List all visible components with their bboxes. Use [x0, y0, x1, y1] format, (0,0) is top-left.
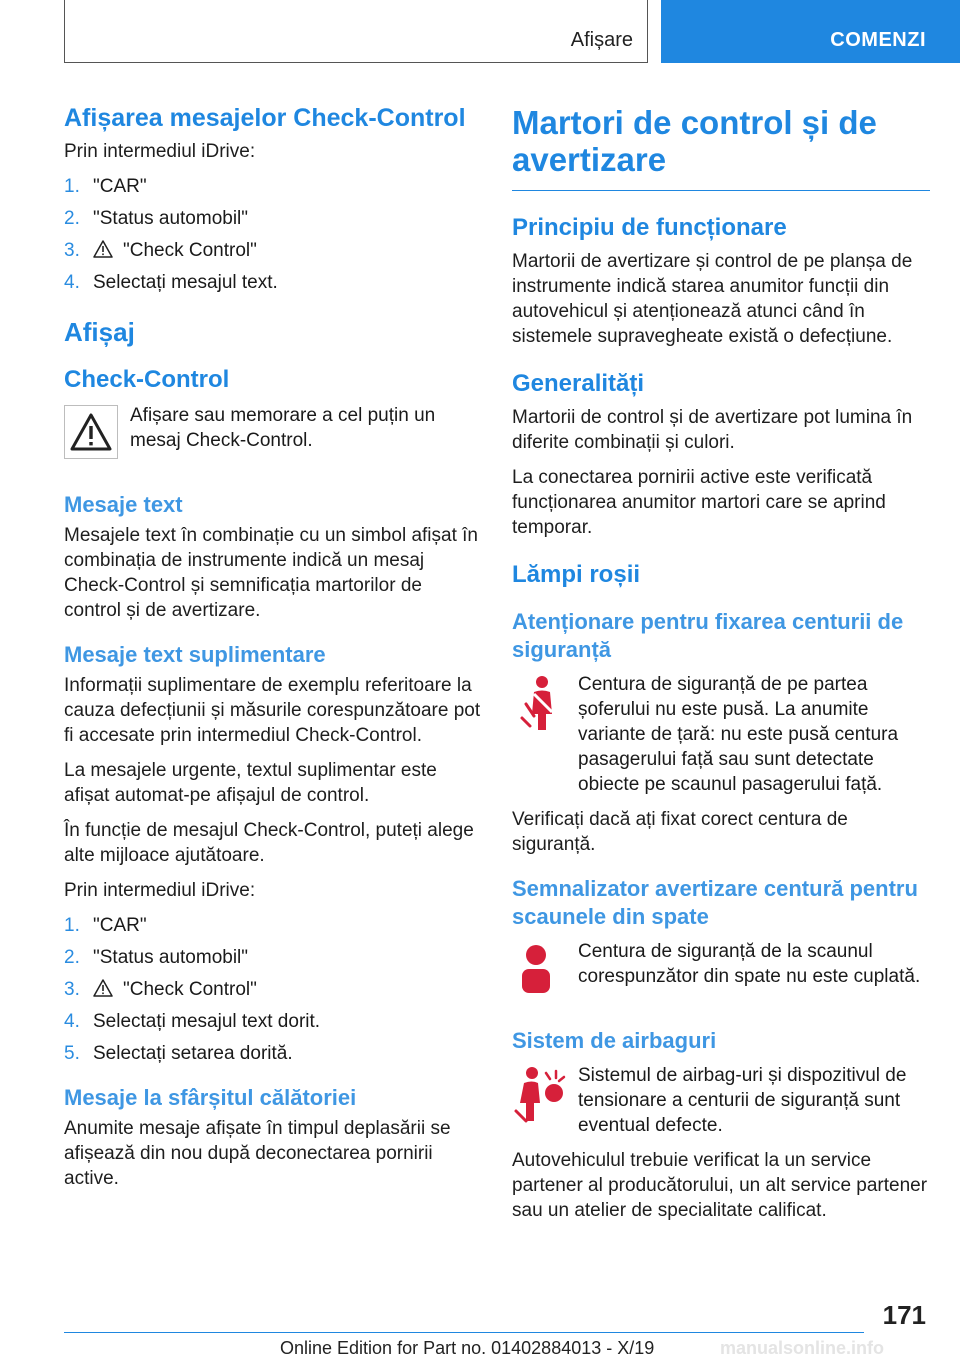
heading-afisaj: Afișaj	[64, 317, 135, 347]
seatbelt-warning-icon	[512, 674, 564, 732]
heading-semnalizator-spate: Semnalizator avertizare centură pentru scaunele din spate	[512, 876, 918, 929]
header-chapter-label: COMENZI	[830, 29, 926, 51]
page-header	[0, 0, 960, 66]
mesaje-text-paragraph: Mesajele text în combinație cu un simbol afișat în combinația de instrumente indică un mesaj Check-Control și semnificația martorilor de control și de avertizare.	[64, 525, 478, 621]
sfarsit-paragraph: Anumite mesaje afișate în timpul deplasării se afișează din nou după deconectarea pornirii active.	[64, 1118, 451, 1189]
list-item: 5. Selectați setarea dorită.	[64, 1043, 293, 1064]
seatbelt-check-paragraph: Verificați dacă ați fixat corect centura de siguranță.	[512, 809, 848, 855]
heading-mesaje-text-suplimentare: Mesaje text suplimentare	[64, 642, 326, 667]
suplimentare-paragraph-4: Prin intermediul iDrive:	[64, 880, 256, 901]
heading-generalitati: Generalități	[512, 370, 645, 397]
page-number: 171	[882, 1300, 926, 1330]
principiu-paragraph: Martorii de avertizare și control de pe planșa de instrumente indică starea anumitor funcții din autovehicul și atenționează atunci când în sistemele supravegheate există o defecțiune.	[512, 251, 913, 347]
footer-divider	[64, 1332, 864, 1333]
title-divider	[512, 190, 930, 191]
suplimentare-paragraph-1: Informații suplimentare de exemplu referitoare la cauza defecțiunii și măsurile corespunzătoare pot fi accesate prin intermediul Check-Control.	[64, 675, 481, 746]
right-column	[512, 100, 930, 1233]
warning-triangle-icon	[64, 405, 118, 459]
list-item: 3. "Check Control"	[64, 979, 257, 1000]
heading-mesaje-sfarsit-calatorie: Mesaje la sfârșitul călătoriei	[64, 1085, 357, 1110]
header-section-label: Afișare	[570, 29, 633, 51]
list-item: 1. "CAR"	[64, 915, 147, 936]
list-item: 2. "Status automobil"	[64, 947, 249, 968]
left-column	[64, 100, 482, 1201]
airbag-row	[512, 1063, 930, 1138]
heading-airbaguri: Sistem de airbaguri	[512, 1028, 717, 1053]
check-control-symbol-row	[64, 403, 482, 473]
steps-list-2	[64, 913, 482, 1066]
watermark: manualsonline.info	[720, 1338, 885, 1358]
seatbelt-warning-text: Centura de siguranță de pe partea șoferului nu este pusă. La anumite variante de țară: nu este pusă centura pasagerului față sau sunt detectate obiecte pe scaunul pasagerului față.	[578, 674, 899, 795]
steps-list-1	[64, 174, 482, 295]
generalitati-paragraph-2: La conectarea pornirii active este verificată funcționarea anumitor martori care se aprind temporar.	[512, 467, 886, 538]
heading-martori-control: Martori de control și de avertizare	[512, 104, 877, 178]
heading-principiu: Principiu de funcționare	[512, 214, 787, 241]
suplimentare-paragraph-2: La mesajele urgente, textul suplimentar este afișat automat-pe afișajul de control.	[64, 760, 437, 806]
suplimentare-paragraph-3: În funcție de mesajul Check-Control, puteți alege alte mijloace ajutătoare.	[64, 820, 474, 866]
generalitati-paragraph-1: Martorii de control și de avertizare pot lumina în diferite combinații și culori.	[512, 407, 913, 453]
list-item: 4. Selectați mesajul text.	[64, 272, 278, 293]
list-item: 4. Selectați mesajul text dorit.	[64, 1011, 321, 1032]
heading-atentionare-centura: Atenționare pentru fixarea centurii de siguranță	[512, 609, 904, 662]
seatbelt-warning-row	[512, 672, 930, 797]
heading-check-control: Check-Control	[64, 366, 230, 393]
list-item: 1. "CAR"	[64, 176, 147, 197]
rear-seatbelt-row	[512, 939, 930, 1009]
airbag-warning-icon	[512, 1065, 566, 1125]
list-item: 2. "Status automobil"	[64, 208, 249, 229]
heading-mesaje-text: Mesaje text	[64, 492, 183, 517]
header-chapter-tab	[661, 0, 960, 63]
airbag-text: Sistemul de airbag-uri și dispozitivul de tensionare a centurii de siguranță sunt eventual defecte.	[578, 1065, 907, 1136]
check-control-description: Afișare sau memorare a cel puțin un mesaj Check-Control.	[130, 405, 436, 451]
footer-edition: Online Edition for Part no. 01402884013 - X/19	[280, 1338, 655, 1358]
airbag-paragraph: Autovehiculul trebuie verificat la un service partener al producătorului, un alt service partener sau un atelier de specialitate calificat.	[512, 1150, 928, 1221]
header-section-tab	[64, 0, 648, 63]
rear-seatbelt-icon	[512, 941, 560, 997]
warning-triangle-icon	[93, 979, 113, 997]
intro-text: Prin intermediul iDrive:	[64, 141, 256, 162]
heading-lampi-rosii: Lămpi roșii	[512, 561, 641, 588]
rear-seatbelt-text: Centura de siguranță de la scaunul corespunzător din spate nu este cuplată.	[578, 941, 921, 987]
list-item: 3. "Check Control"	[64, 240, 257, 261]
warning-triangle-icon	[93, 240, 113, 258]
heading-check-control-display: Afișarea mesajelor Check-Control	[64, 104, 466, 132]
